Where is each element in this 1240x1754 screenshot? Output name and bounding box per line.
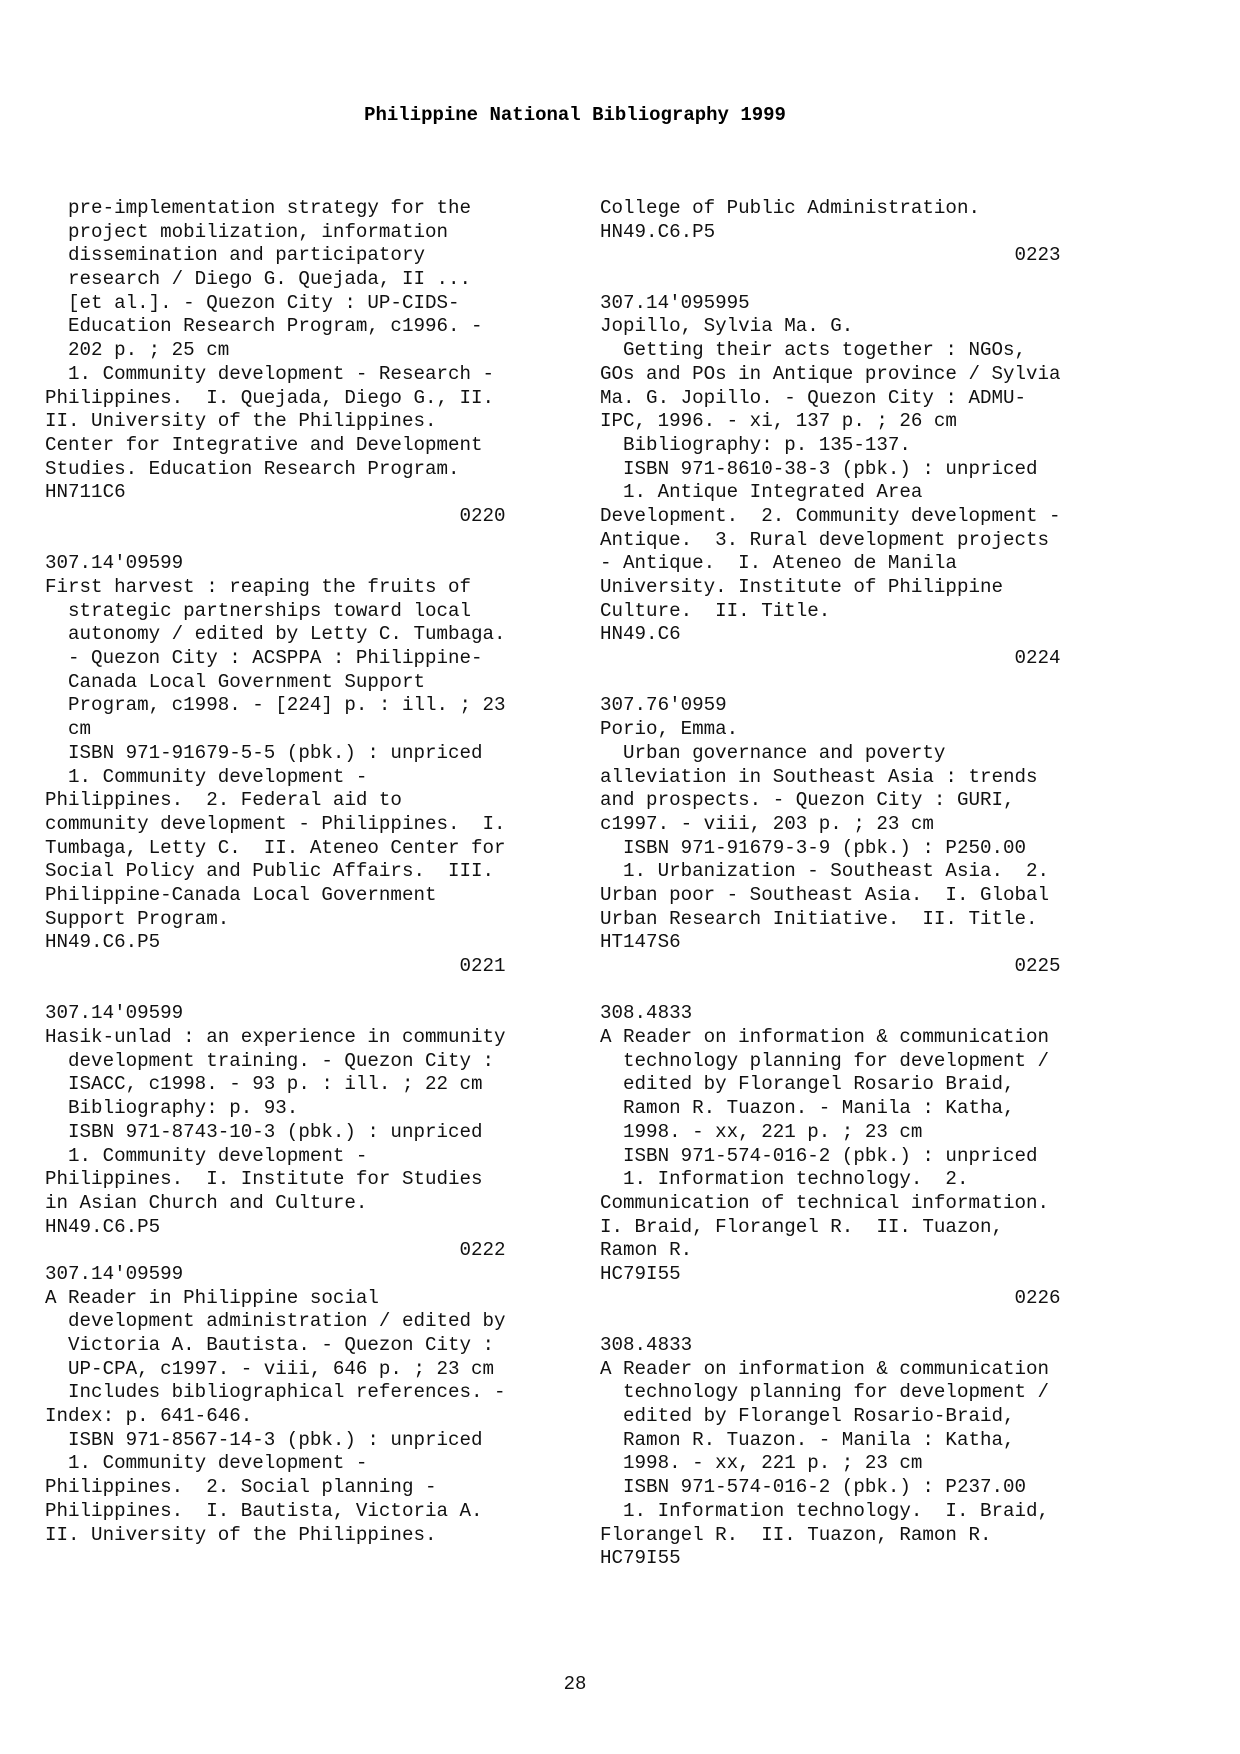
text-line: IPC, 1996. - xi, 137 p. ; 26 cm [600,410,957,433]
text-line: A Reader on information & communication [600,1357,1050,1380]
text-line: HN49.C6.P5 [45,1215,161,1238]
text-line: 0223 [600,244,1061,267]
text-line: 1998. - xx, 221 p. ; 23 cm [600,1452,923,1475]
text-line: HN711C6 [45,481,126,504]
text-line: 1. Community development - [45,1452,368,1475]
text-line: Antique. 3. Rural development projects [600,528,1050,551]
text-line: ISBN 971-8567-14-3 (pbk.) : unpriced [45,1428,483,1451]
text-line: Philippines. 2. Federal aid to [45,789,402,812]
text-line: - Antique. I. Ateneo de Manila [600,552,957,575]
text-line: Ma. G. Jopillo. - Quezon City : ADMU- [600,386,1027,409]
text-line: 307.14'095995 [600,291,750,314]
text-line: Tumbaga, Letty C. II. Ateneo Center for [45,836,506,859]
text-line: c1997. - viii, 203 p. ; 23 cm [600,812,934,835]
text-line: 0220 [45,504,506,527]
text-line: pre-implementation strategy for the [45,197,472,219]
text-line: edited by Florangel Rosario Braid, [600,1073,1015,1096]
left-column [45,197,545,1547]
text-line: ISBN 971-574-016-2 (pbk.) : unpriced [600,1144,1038,1167]
text-line: Philippines. I. Bautista, Victoria A. [45,1499,483,1522]
text-line: 1. Antique Integrated Area [600,481,923,504]
text-line: autonomy / edited by Letty C. Tumbaga. [45,623,506,646]
text-line: ISACC, c1998. - 93 p. : ill. ; 22 cm [45,1073,483,1096]
text-line: Urban governance and poverty [600,741,946,764]
text-line: development administration / edited by [45,1310,506,1333]
text-line: edited by Florangel Rosario-Braid, [600,1405,1015,1428]
text-line: Hasik-unlad : an experience in community [45,1026,506,1049]
text-line: cm [45,718,92,741]
text-line: dissemination and participatory [45,244,425,267]
text-line: Studies. Education Research Program. [45,457,460,480]
text-line: 0222 [45,1239,506,1262]
text-line: 307.14'09599 [45,1002,184,1025]
text-line: in Asian Church and Culture. [45,1191,368,1214]
text-line: project mobilization, information [45,220,449,243]
text-line: community development - Philippines. I. [45,812,506,835]
text-line: technology planning for development / [600,1381,1050,1404]
text-line: alleviation in Southeast Asia : trends [600,765,1038,788]
text-line: A Reader in Philippine social [45,1286,379,1309]
text-line: II. University of the Philippines. [45,410,437,433]
text-line: technology planning for development / [600,1049,1050,1072]
text-line: Victoria A. Bautista. - Quezon City : [45,1334,495,1356]
text-line: 0226 [600,1286,1061,1309]
text-line: Development. 2. Community development - [600,504,1061,527]
text-line: HC79I55 [600,1262,681,1285]
text-line: Urban Research Initiative. II. Title. [600,907,1038,930]
text-line: 308.4833 [600,1334,693,1356]
page-title: Philippine National Bibliography 1999 [364,104,786,126]
text-line: GOs and POs in Antique province / Sylvia [600,362,1061,385]
text-line: II. University of the Philippines. [45,1523,437,1546]
text-line: 307.14'09599 [45,552,184,575]
text-line: HN49.C6.P5 [45,931,161,954]
text-line: Includes bibliographical references. - [45,1381,506,1404]
text-line: ISBN 971-8610-38-3 (pbk.) : unpriced [600,457,1038,480]
text-line: Getting their acts together : NGOs, [600,339,1027,362]
text-line: ISBN 971-8743-10-3 (pbk.) : unpriced [45,1120,483,1143]
text-line: strategic partnerships toward local [45,599,472,622]
text-line: Jopillo, Sylvia Ma. G. [600,315,854,338]
text-line: [et al.]. - Quezon City : UP-CIDS- [45,291,460,314]
text-line: Philippines. I. Quejada, Diego G., II. [45,386,495,409]
text-line: HT147S6 [600,931,681,954]
text-line: Bibliography: p. 93. [45,1097,299,1120]
text-line: 1. Information technology. 2. [600,1168,969,1191]
text-line [600,979,1100,1003]
text-line: Bibliography: p. 135-137. [600,433,911,456]
text-line: 1. Community development - Research - [45,362,495,385]
text-line: 307.76'0959 [600,694,727,717]
text-line: Porio, Emma. [600,718,739,741]
text-line [45,979,545,1003]
text-line: Canada Local Government Support [45,670,425,693]
text-line: and prospects. - Quezon City : GURI, [600,789,1015,812]
text-line: 308.4833 [600,1002,693,1025]
text-line: Urban poor - Southeast Asia. I. Global [600,883,1050,906]
text-line: Education Research Program, c1996. - [45,315,483,338]
text-line: HC79I55 [600,1547,681,1570]
text-line: 0221 [45,955,506,977]
text-line: 0225 [600,955,1061,977]
text-line [45,529,545,553]
text-line: Center for Integrative and Development [45,433,483,456]
page-number: 28 [563,1673,587,1695]
text-line: Florangel R. II. Tuazon, Ramon R. [600,1523,992,1546]
text-line: ISBN 971-91679-5-5 (pbk.) : unpriced [45,741,483,764]
text-line: Index: p. 641-646. [45,1405,253,1428]
text-line: research / Diego G. Quejada, II ... [45,268,472,291]
text-line: 1. Urbanization - Southeast Asia. 2. [600,860,1050,883]
text-line: I. Braid, Florangel R. II. Tuazon, [600,1215,1004,1238]
right-column [600,197,1100,1571]
text-line: Ramon R. [600,1239,693,1262]
text-line: development training. - Quezon City : [45,1049,495,1072]
text-line: ISBN 971-91679-3-9 (pbk.) : P250.00 [600,836,1027,859]
text-line: HN49.C6 [600,623,681,646]
text-line: 1. Community development - [45,1144,368,1167]
text-line: Social Policy and Public Affairs. III. [45,860,495,883]
text-line: Philippine-Canada Local Government [45,883,437,906]
text-line: 1998. - xx, 221 p. ; 23 cm [600,1120,923,1143]
text-line: - Quezon City : ACSPPA : Philippine- [45,647,483,670]
text-line: Ramon R. Tuazon. - Manila : Katha, [600,1097,1015,1120]
text-line: Ramon R. Tuazon. - Manila : Katha, [600,1428,1015,1451]
text-line: University. Institute of Philippine [600,576,1004,598]
text-line: Communication of technical information. [600,1191,1050,1214]
text-line: A Reader on information & communication [600,1026,1050,1049]
text-line: Program, c1998. - [224] p. : ill. ; 23 [45,694,506,717]
text-line: Support Program. [45,907,230,930]
text-line: 1. Community development - [45,765,368,788]
text-line [600,1310,1100,1334]
text-line: 202 p. ; 25 cm [45,339,230,362]
text-line: Philippines. 2. Social planning - [45,1476,437,1499]
text-line: 307.14'09599 [45,1262,184,1285]
text-line: Culture. II. Title. [600,599,831,622]
text-line: Philippines. I. Institute for Studies [45,1168,483,1191]
text-line [600,268,1100,292]
text-line [600,671,1100,695]
text-line: HN49.C6.P5 [600,220,716,243]
text-line: College of Public Administration. [600,197,980,219]
text-line: First harvest : reaping the fruits of [45,576,472,598]
text-line: 0224 [600,647,1061,670]
text-line: ISBN 971-574-016-2 (pbk.) : P237.00 [600,1476,1027,1499]
text-line: 1. Information technology. I. Braid, [600,1499,1050,1522]
text-line: UP-CPA, c1997. - viii, 646 p. ; 23 cm [45,1357,495,1380]
